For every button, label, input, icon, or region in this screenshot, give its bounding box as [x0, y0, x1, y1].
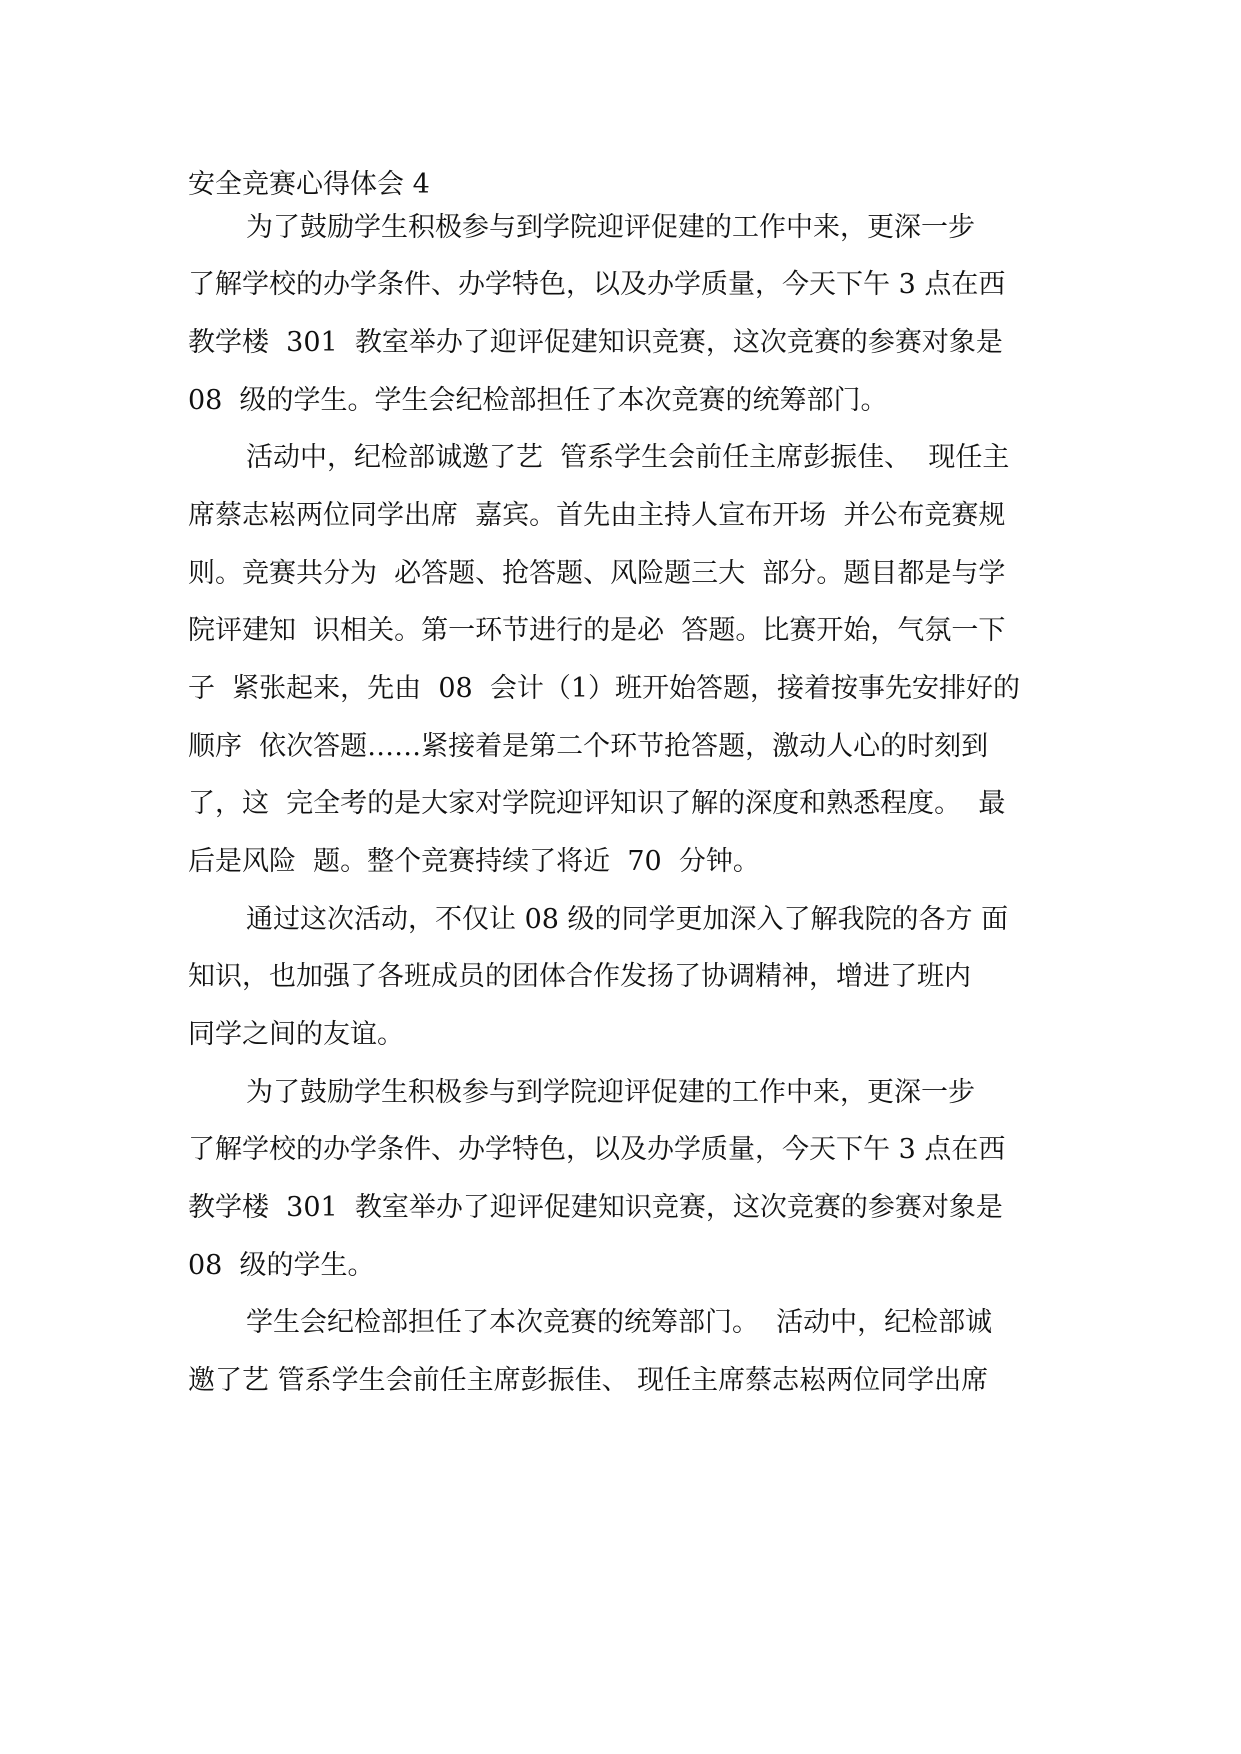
paragraph-4-line-2: 了解学校的办学条件、办学特色，以及办学质量，今天下午 3 点在西: [188, 1134, 1006, 1165]
paragraph-2-line-2: 席蔡志崧两位同学出席 嘉宾。首先由主持人宣布开场 并公布竞赛规: [188, 500, 1006, 531]
document-title: 安全竞赛心得体会 4: [188, 169, 430, 200]
paragraph-2-line-6: 顺序 依次答题……紧接着是第二个环节抢答题，激动人心的时刻到: [188, 731, 989, 762]
paragraph-2-line-4: 院评建知 识相关。第一环节进行的是必 答题。比赛开始，气氛一下: [188, 615, 1006, 646]
paragraph-1-line-3: 教学楼 301 教室举办了迎评促建知识竞赛，这次竞赛的参赛对象是: [188, 327, 1003, 358]
paragraph-4-line-1: 为了鼓励学生积极参与到学院迎评促建的工作中来，更深一步: [246, 1077, 975, 1108]
paragraph-1-line-4: 08 级的学生。学生会纪检部担任了本次竞赛的统筹部门。: [188, 385, 888, 416]
paragraph-3-line-2: 知识，也加强了各班成员的团体合作发扬了协调精神，增进了班内: [188, 961, 971, 992]
paragraph-3-line-3: 同学之间的友谊。: [188, 1019, 404, 1050]
paragraph-3-line-1: 通过这次活动，不仅让 08 级的同学更加深入了解我院的各方 面: [246, 904, 1009, 935]
paragraph-2-line-8: 后是风险 题。整个竞赛持续了将近 70 分钟。: [188, 846, 760, 877]
paragraph-2-line-1: 活动中，纪检部诚邀了艺 管系学生会前任主席彭振佳、 现任主: [246, 442, 1010, 473]
paragraph-5-line-2: 邀了艺 管系学生会前任主席彭振佳、 现任主席蔡志崧两位同学出席: [188, 1365, 989, 1396]
paragraph-2-line-7: 了，这 完全考的是大家对学院迎评知识了解的深度和熟悉程度。 最: [188, 788, 1006, 819]
paragraph-4-line-4: 08 级的学生。: [188, 1250, 375, 1281]
paragraph-1-line-2: 了解学校的办学条件、办学特色，以及办学质量，今天下午 3 点在西: [188, 269, 1006, 300]
paragraph-2-line-3: 则。竞赛共分为 必答题、抢答题、风险题三大 部分。题目都是与学: [188, 558, 1006, 589]
paragraph-1-line-1: 为了鼓励学生积极参与到学院迎评促建的工作中来，更深一步: [246, 212, 975, 243]
paragraph-5-line-1: 学生会纪检部担任了本次竞赛的统筹部门。 活动中，纪检部诚: [246, 1307, 993, 1338]
paragraph-4-line-3: 教学楼 301 教室举办了迎评促建知识竞赛，这次竞赛的参赛对象是: [188, 1192, 1003, 1223]
paragraph-2-line-5: 子 紧张起来，先由 08 会计（1）班开始答题，接着按事先安排好的: [188, 673, 1021, 704]
